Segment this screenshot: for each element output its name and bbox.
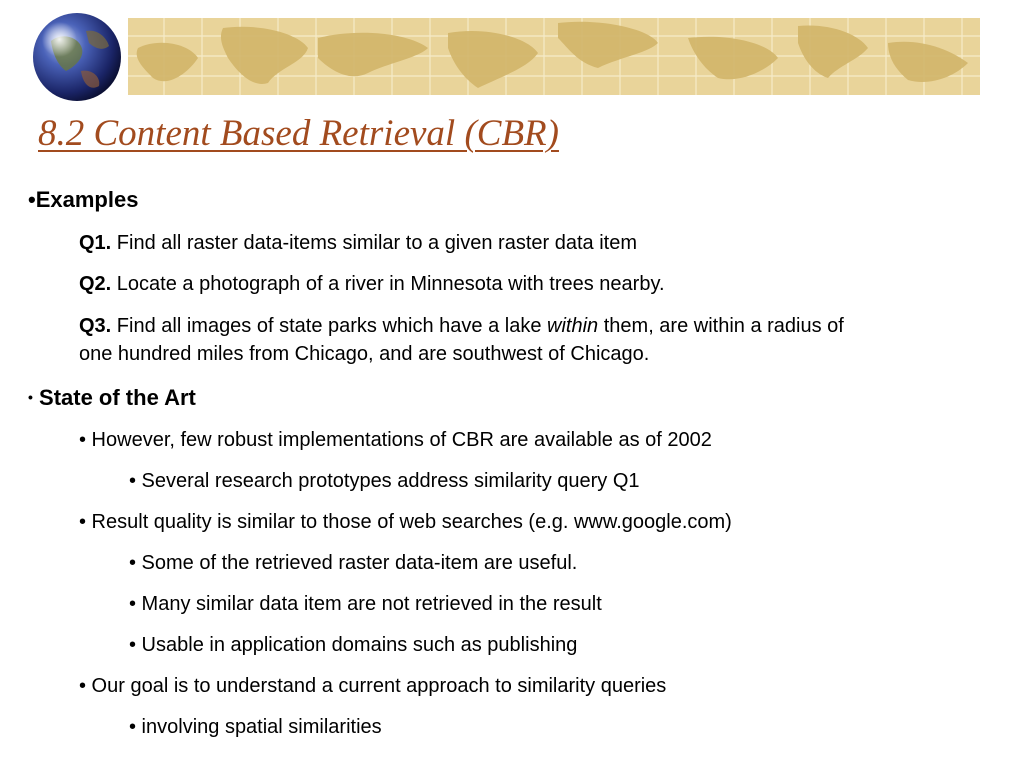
q3-label: Q3. xyxy=(79,315,112,337)
list-item: • Many similar data item are not retrieved in the result xyxy=(129,593,602,615)
list-item: • Several research prototypes address similarity query Q1 xyxy=(129,470,640,492)
world-map-banner xyxy=(128,18,980,95)
example-q2 xyxy=(79,272,665,296)
state-of-art-heading xyxy=(28,385,196,410)
globe-icon xyxy=(31,11,123,103)
list-item: • Usable in application domains such as publishing xyxy=(129,634,578,656)
q2-text: Locate a photograph of a river in Minnesota with trees nearby. xyxy=(111,273,665,295)
list-item: • Some of the retrieved raster data-item are useful. xyxy=(129,552,578,574)
examples-heading-text: Examples xyxy=(35,187,139,212)
bullet: • xyxy=(28,187,36,212)
q3-text-emphasis: within xyxy=(547,315,599,337)
q1-text: Find all raster data-items similar to a given raster data item xyxy=(111,232,638,254)
q3-text-a: Find all images of state parks which have a lake xyxy=(111,315,548,337)
example-q3 xyxy=(79,314,844,338)
q2-label: Q2. xyxy=(79,273,112,295)
example-q3-continued: one hundred miles from Chicago, and are southwest of Chicago. xyxy=(79,343,650,365)
list-item: • involving spatial similarities xyxy=(129,716,382,738)
q3-text-b: them, are within a radius of xyxy=(598,315,844,337)
example-q1 xyxy=(79,231,637,255)
bullet: • xyxy=(28,389,33,405)
q1-label: Q1. xyxy=(79,232,112,254)
slide-title: 8.2 Content Based Retrieval (CBR) xyxy=(38,113,559,154)
list-item: • Result quality is similar to those of web searches (e.g. www.google.com) xyxy=(79,511,732,533)
examples-heading xyxy=(28,188,138,212)
list-item: • Our goal is to understand a current approach to similarity queries xyxy=(79,675,667,697)
list-item: • However, few robust implementations of CBR are available as of 2002 xyxy=(79,429,712,451)
state-of-art-heading-text: State of the Art xyxy=(32,385,196,410)
